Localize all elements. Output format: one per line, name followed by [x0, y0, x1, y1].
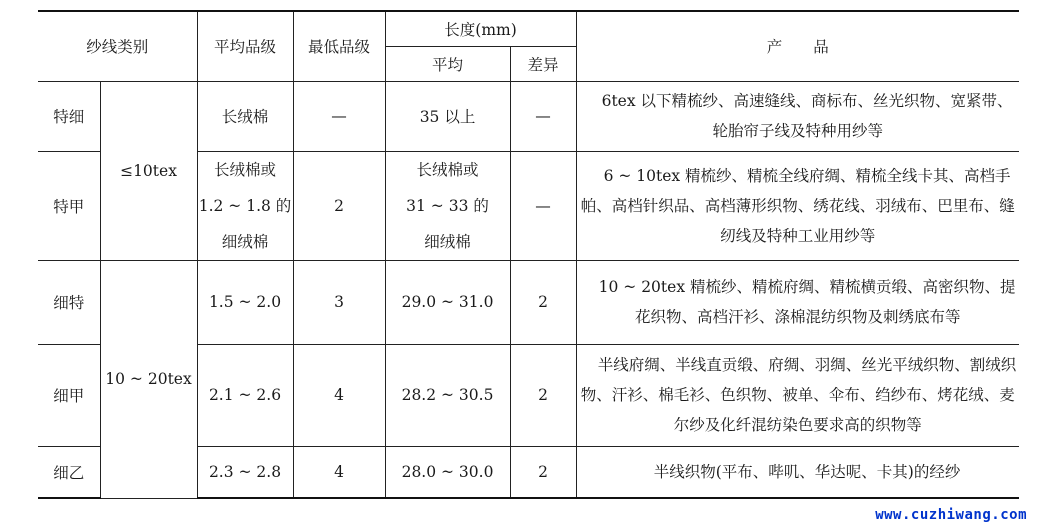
header-length: 长度(mm) [385, 11, 576, 46]
row-length-diff: — [510, 81, 576, 151]
row-min-grade: 4 [293, 344, 385, 446]
row-length-avg: 28.0 ~ 30.0 [385, 446, 510, 498]
row-avg-grade: 2.3 ~ 2.8 [197, 446, 293, 498]
row-sub-category: 特细 [38, 81, 100, 151]
row-product: 10 ~ 20tex 精梳纱、精梳府绸、精梳横贡缎、高密织物、提花织物、高档汗衫、涤棉混纺织物及刺绣底布等 [576, 260, 1019, 344]
header-length-diff: 差异 [510, 46, 576, 81]
row-product: 6 ~ 10tex 精梳纱、精梳全线府绸、精梳全线卡其、高档手帕、高档针织品、高档薄形织物、绣花线、羽绒布、巴里布、缝纫线及特种工业用纱等 [576, 151, 1019, 260]
row-length-avg: 28.2 ~ 30.5 [385, 344, 510, 446]
row-length-diff: 2 [510, 344, 576, 446]
row-length-avg: 长绒棉或 31 ~ 33 的 细绒棉 [385, 151, 510, 260]
row-min-grade: — [293, 81, 385, 151]
header-category: 纱线类别 [38, 11, 197, 81]
row-sub-category: 细特 [38, 260, 100, 344]
row-product: 半线府绸、半线直贡缎、府绸、羽绸、丝光平绒织物、割绒织物、汗衫、棉毛衫、色织物、被单、伞布、绉纱布、烤花绒、麦尔纱及化纤混纺染色要求高的织物等 [576, 344, 1019, 446]
row-avg-grade: 长绒棉或 1.2 ~ 1.8 的 细绒棉 [197, 151, 293, 260]
row-sub-category: 特甲 [38, 151, 100, 260]
header-avg-grade: 平均品级 [197, 11, 293, 81]
header-min-grade: 最低品级 [293, 11, 385, 81]
row-length-avg: 35 以上 [385, 81, 510, 151]
row-min-grade: 4 [293, 446, 385, 498]
row-avg-grade: 1.5 ~ 2.0 [197, 260, 293, 344]
row-min-grade: 2 [293, 151, 385, 260]
row-avg-grade: 长绒棉 [197, 81, 293, 151]
row-avg-grade: 2.1 ~ 2.6 [197, 344, 293, 446]
row-sub-category: 细乙 [38, 446, 100, 498]
row-length-diff: 2 [510, 260, 576, 344]
table-row [38, 81, 1019, 151]
table-row [38, 260, 1019, 344]
row-sub-category: 细甲 [38, 344, 100, 446]
row-min-grade: 3 [293, 260, 385, 344]
count-group-medium: 10 ~ 20tex [100, 260, 197, 498]
row-length-diff: 2 [510, 446, 576, 498]
row-product: 半线织物(平布、哔叽、华达呢、卡其)的经纱 [576, 446, 1019, 498]
site-watermark: www.cuzhiwang.com [875, 507, 1027, 523]
cotton-yarn-spec-table [38, 10, 1019, 499]
count-group-fine: ≤10tex [100, 81, 197, 260]
header-length-avg: 平均 [385, 46, 510, 81]
row-length-diff: — [510, 151, 576, 260]
row-product: 6tex 以下精梳纱、高速缝线、商标布、丝光织物、宽紧带、轮胎帘子线及特种用纱等 [576, 81, 1019, 151]
header-product: 产 品 [576, 11, 1019, 81]
row-length-avg: 29.0 ~ 31.0 [385, 260, 510, 344]
